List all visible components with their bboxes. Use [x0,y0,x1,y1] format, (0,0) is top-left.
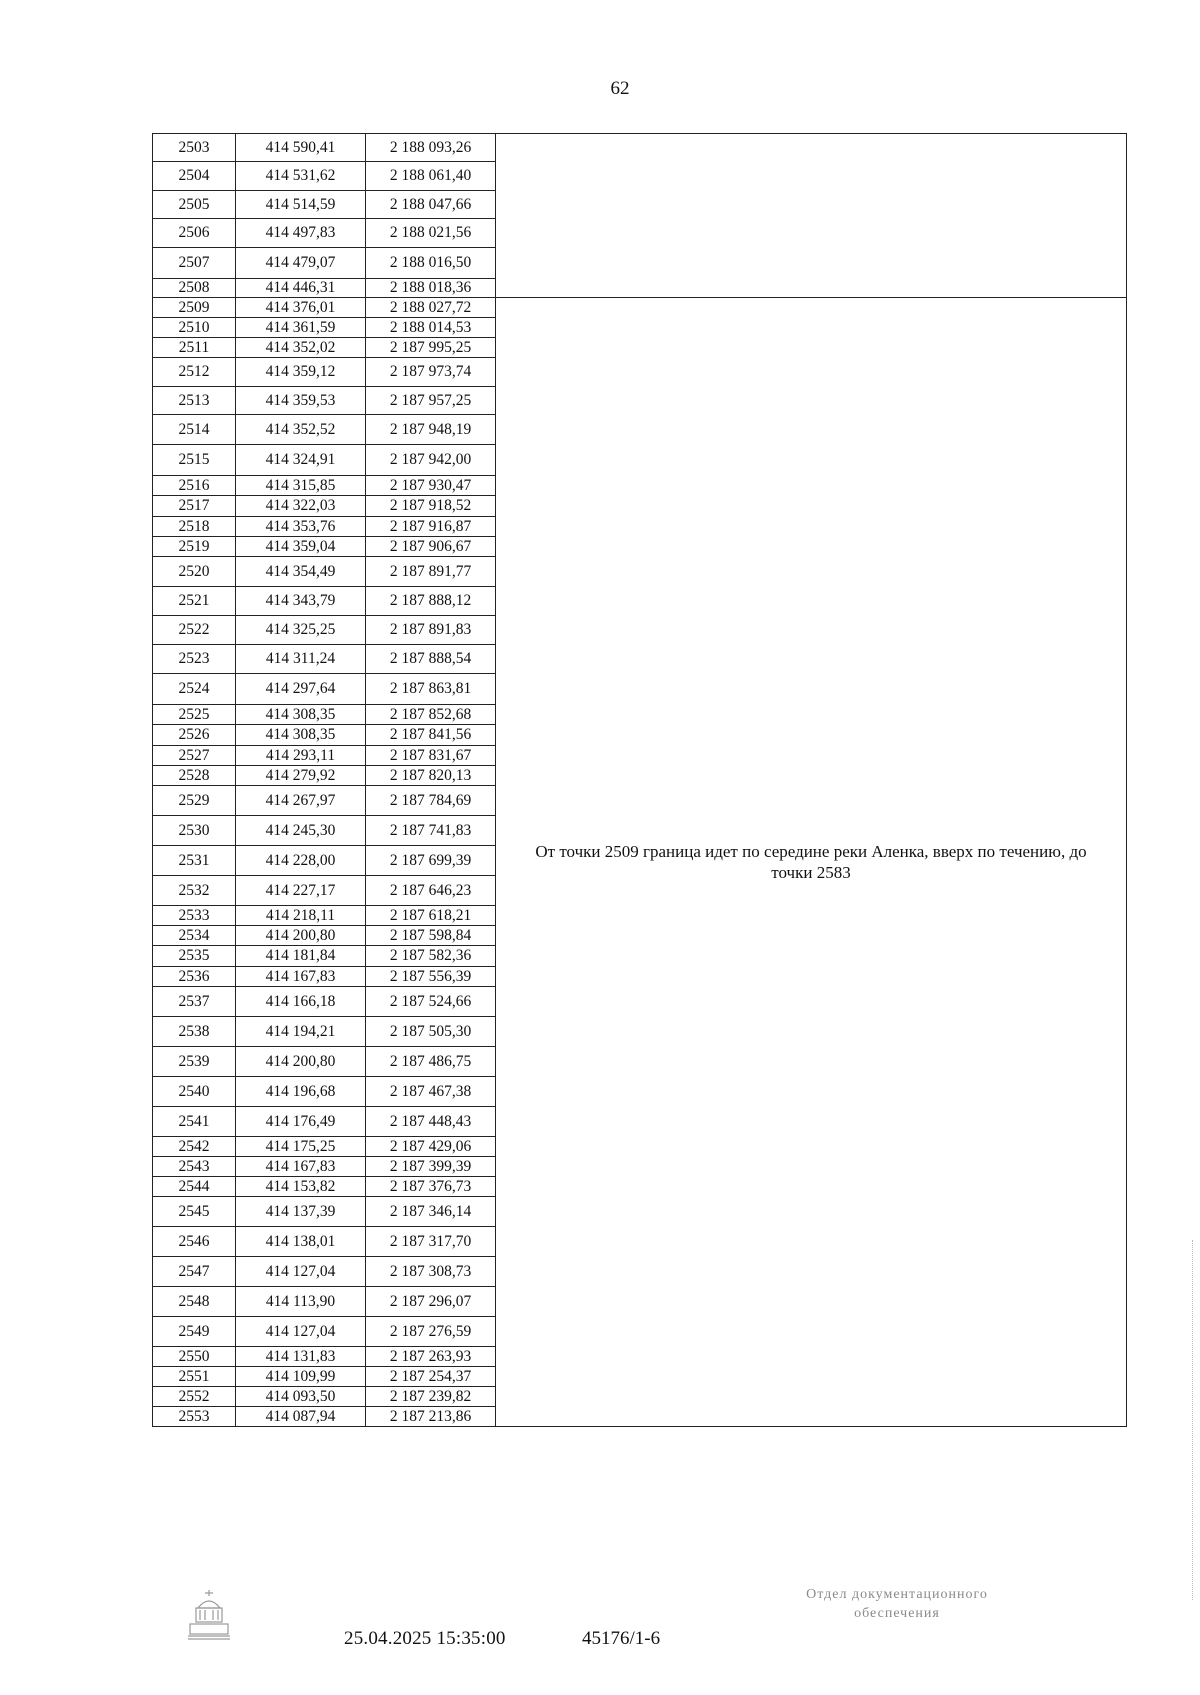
y-coordinate-cell: 2 188 061,40 [366,162,496,191]
y-coordinate-cell: 2 187 399,39 [366,1157,496,1177]
point-number-cell: 2521 [153,587,236,616]
x-coordinate-cell: 414 361,59 [236,318,366,338]
y-coordinate-cell: 2 187 891,83 [366,616,496,645]
y-coordinate-cell: 2 187 841,56 [366,725,496,746]
x-coordinate-cell: 414 359,53 [236,387,366,415]
emblem-icon [184,1586,234,1642]
x-coordinate-cell: 414 308,35 [236,705,366,725]
point-number-cell: 2509 [153,298,236,318]
scan-edge-mark [1192,1240,1195,1600]
x-coordinate-cell: 414 167,83 [236,1157,366,1177]
point-number-cell: 2514 [153,415,236,445]
department-stamp [752,1586,1042,1624]
x-coordinate-cell: 414 127,04 [236,1317,366,1347]
y-coordinate-cell: 2 187 467,38 [366,1077,496,1107]
point-number-cell: 2539 [153,1047,236,1077]
x-coordinate-cell: 414 166,18 [236,987,366,1017]
point-number-cell: 2540 [153,1077,236,1107]
y-coordinate-cell: 2 187 429,06 [366,1137,496,1157]
y-coordinate-cell: 2 187 957,25 [366,387,496,415]
point-number-cell: 2506 [153,219,236,248]
point-number-cell: 2507 [153,248,236,279]
x-coordinate-cell: 414 353,76 [236,517,366,537]
x-coordinate-cell: 414 167,83 [236,967,366,987]
point-number-cell: 2546 [153,1227,236,1257]
y-coordinate-cell: 2 187 598,84 [366,926,496,946]
y-coordinate-cell: 2 187 505,30 [366,1017,496,1047]
point-number-cell: 2547 [153,1257,236,1287]
x-coordinate-cell: 414 354,49 [236,557,366,587]
y-coordinate-cell: 2 187 863,81 [366,674,496,705]
x-coordinate-cell: 414 514,59 [236,191,366,219]
point-number-cell: 2511 [153,338,236,358]
coordinates-table-body [153,134,1127,1427]
table-row [153,134,1127,162]
footer-date: 25.04.2025 15:35:00 [344,1628,506,1649]
x-coordinate-cell: 414 352,02 [236,338,366,358]
page-number: 62 [610,78,630,99]
y-coordinate-cell: 2 187 930,47 [366,476,496,496]
y-coordinate-cell: 2 188 047,66 [366,191,496,219]
point-number-cell: 2544 [153,1177,236,1197]
x-coordinate-cell: 414 352,52 [236,415,366,445]
x-coordinate-cell: 414 228,00 [236,846,366,876]
y-coordinate-cell: 2 187 918,52 [366,496,496,517]
y-coordinate-cell: 2 187 888,54 [366,645,496,674]
y-coordinate-cell: 2 187 699,39 [366,846,496,876]
point-number-cell: 2516 [153,476,236,496]
x-coordinate-cell: 414 181,84 [236,946,366,967]
boundary-description: От точки 2509 граница идет по середине реки Аленка, вверх по течению, до точки 2583 [496,298,1127,1427]
point-number-cell: 2534 [153,926,236,946]
y-coordinate-cell: 2 187 556,39 [366,967,496,987]
point-number-cell: 2520 [153,557,236,587]
stamp-line-1: Отдел документационного [806,1587,988,1602]
point-number-cell: 2515 [153,445,236,476]
y-coordinate-cell: 2 187 831,67 [366,746,496,766]
y-coordinate-cell: 2 187 906,67 [366,537,496,557]
x-coordinate-cell: 414 325,25 [236,616,366,645]
x-coordinate-cell: 414 127,04 [236,1257,366,1287]
point-number-cell: 2525 [153,705,236,725]
x-coordinate-cell: 414 479,07 [236,248,366,279]
y-coordinate-cell: 2 187 973,74 [366,358,496,387]
point-number-cell: 2542 [153,1137,236,1157]
x-coordinate-cell: 414 376,01 [236,298,366,318]
y-coordinate-cell: 2 187 213,86 [366,1407,496,1427]
y-coordinate-cell: 2 187 582,36 [366,946,496,967]
point-number-cell: 2510 [153,318,236,338]
point-number-cell: 2522 [153,616,236,645]
y-coordinate-cell: 2 187 820,13 [366,766,496,786]
coordinates-table [152,133,1127,1427]
y-coordinate-cell: 2 187 486,75 [366,1047,496,1077]
point-number-cell: 2530 [153,816,236,846]
x-coordinate-cell: 414 176,49 [236,1107,366,1137]
x-coordinate-cell: 414 131,83 [236,1347,366,1367]
point-number-cell: 2545 [153,1197,236,1227]
y-coordinate-cell: 2 187 888,12 [366,587,496,616]
point-number-cell: 2523 [153,645,236,674]
x-coordinate-cell: 414 590,41 [236,134,366,162]
x-coordinate-cell: 414 322,03 [236,496,366,517]
y-coordinate-cell: 2 187 852,68 [366,705,496,725]
x-coordinate-cell: 414 200,80 [236,1047,366,1077]
point-number-cell: 2553 [153,1407,236,1427]
x-coordinate-cell: 414 196,68 [236,1077,366,1107]
x-coordinate-cell: 414 315,85 [236,476,366,496]
point-number-cell: 2541 [153,1107,236,1137]
y-coordinate-cell: 2 188 014,53 [366,318,496,338]
point-number-cell: 2518 [153,517,236,537]
y-coordinate-cell: 2 188 016,50 [366,248,496,279]
y-coordinate-cell: 2 187 448,43 [366,1107,496,1137]
y-coordinate-cell: 2 187 891,77 [366,557,496,587]
description-cell-empty [496,134,1127,298]
point-number-cell: 2535 [153,946,236,967]
x-coordinate-cell: 414 497,83 [236,219,366,248]
point-number-cell: 2552 [153,1387,236,1407]
x-coordinate-cell: 414 311,24 [236,645,366,674]
y-coordinate-cell: 2 187 254,37 [366,1367,496,1387]
footer-document-code: 45176/1-6 [582,1628,661,1649]
point-number-cell: 2550 [153,1347,236,1367]
point-number-cell: 2538 [153,1017,236,1047]
y-coordinate-cell: 2 187 308,73 [366,1257,496,1287]
y-coordinate-cell: 2 187 376,73 [366,1177,496,1197]
point-number-cell: 2526 [153,725,236,746]
x-coordinate-cell: 414 138,01 [236,1227,366,1257]
point-number-cell: 2505 [153,191,236,219]
x-coordinate-cell: 414 227,17 [236,876,366,906]
x-coordinate-cell: 414 200,80 [236,926,366,946]
x-coordinate-cell: 414 308,35 [236,725,366,746]
x-coordinate-cell: 414 153,82 [236,1177,366,1197]
point-number-cell: 2548 [153,1287,236,1317]
point-number-cell: 2519 [153,537,236,557]
y-coordinate-cell: 2 187 646,23 [366,876,496,906]
y-coordinate-cell: 2 187 317,70 [366,1227,496,1257]
y-coordinate-cell: 2 187 263,93 [366,1347,496,1367]
point-number-cell: 2536 [153,967,236,987]
x-coordinate-cell: 414 113,90 [236,1287,366,1317]
stamp-line-2: обеспечения [854,1605,940,1621]
point-number-cell: 2531 [153,846,236,876]
y-coordinate-cell: 2 187 524,66 [366,987,496,1017]
point-number-cell: 2543 [153,1157,236,1177]
x-coordinate-cell: 414 293,11 [236,746,366,766]
point-number-cell: 2524 [153,674,236,705]
y-coordinate-cell: 2 188 093,26 [366,134,496,162]
point-number-cell: 2529 [153,786,236,816]
x-coordinate-cell: 414 531,62 [236,162,366,191]
x-coordinate-cell: 414 093,50 [236,1387,366,1407]
x-coordinate-cell: 414 194,21 [236,1017,366,1047]
point-number-cell: 2528 [153,766,236,786]
x-coordinate-cell: 414 087,94 [236,1407,366,1427]
table-row [153,298,1127,318]
point-number-cell: 2504 [153,162,236,191]
x-coordinate-cell: 414 359,12 [236,358,366,387]
x-coordinate-cell: 414 279,92 [236,766,366,786]
y-coordinate-cell: 2 187 741,83 [366,816,496,846]
y-coordinate-cell: 2 187 239,82 [366,1387,496,1407]
y-coordinate-cell: 2 187 618,21 [366,906,496,926]
x-coordinate-cell: 414 245,30 [236,816,366,846]
y-coordinate-cell: 2 187 296,07 [366,1287,496,1317]
y-coordinate-cell: 2 187 784,69 [366,786,496,816]
point-number-cell: 2533 [153,906,236,926]
x-coordinate-cell: 414 109,99 [236,1367,366,1387]
y-coordinate-cell: 2 187 948,19 [366,415,496,445]
point-number-cell: 2508 [153,279,236,298]
x-coordinate-cell: 414 324,91 [236,445,366,476]
x-coordinate-cell: 414 137,39 [236,1197,366,1227]
x-coordinate-cell: 414 343,79 [236,587,366,616]
y-coordinate-cell: 2 187 916,87 [366,517,496,537]
y-coordinate-cell: 2 187 276,59 [366,1317,496,1347]
point-number-cell: 2512 [153,358,236,387]
y-coordinate-cell: 2 187 346,14 [366,1197,496,1227]
point-number-cell: 2513 [153,387,236,415]
point-number-cell: 2527 [153,746,236,766]
x-coordinate-cell: 414 175,25 [236,1137,366,1157]
y-coordinate-cell: 2 188 021,56 [366,219,496,248]
y-coordinate-cell: 2 188 018,36 [366,279,496,298]
x-coordinate-cell: 414 267,97 [236,786,366,816]
y-coordinate-cell: 2 187 942,00 [366,445,496,476]
point-number-cell: 2532 [153,876,236,906]
point-number-cell: 2503 [153,134,236,162]
y-coordinate-cell: 2 187 995,25 [366,338,496,358]
y-coordinate-cell: 2 188 027,72 [366,298,496,318]
x-coordinate-cell: 414 446,31 [236,279,366,298]
point-number-cell: 2517 [153,496,236,517]
point-number-cell: 2551 [153,1367,236,1387]
x-coordinate-cell: 414 359,04 [236,537,366,557]
x-coordinate-cell: 414 297,64 [236,674,366,705]
x-coordinate-cell: 414 218,11 [236,906,366,926]
point-number-cell: 2549 [153,1317,236,1347]
point-number-cell: 2537 [153,987,236,1017]
